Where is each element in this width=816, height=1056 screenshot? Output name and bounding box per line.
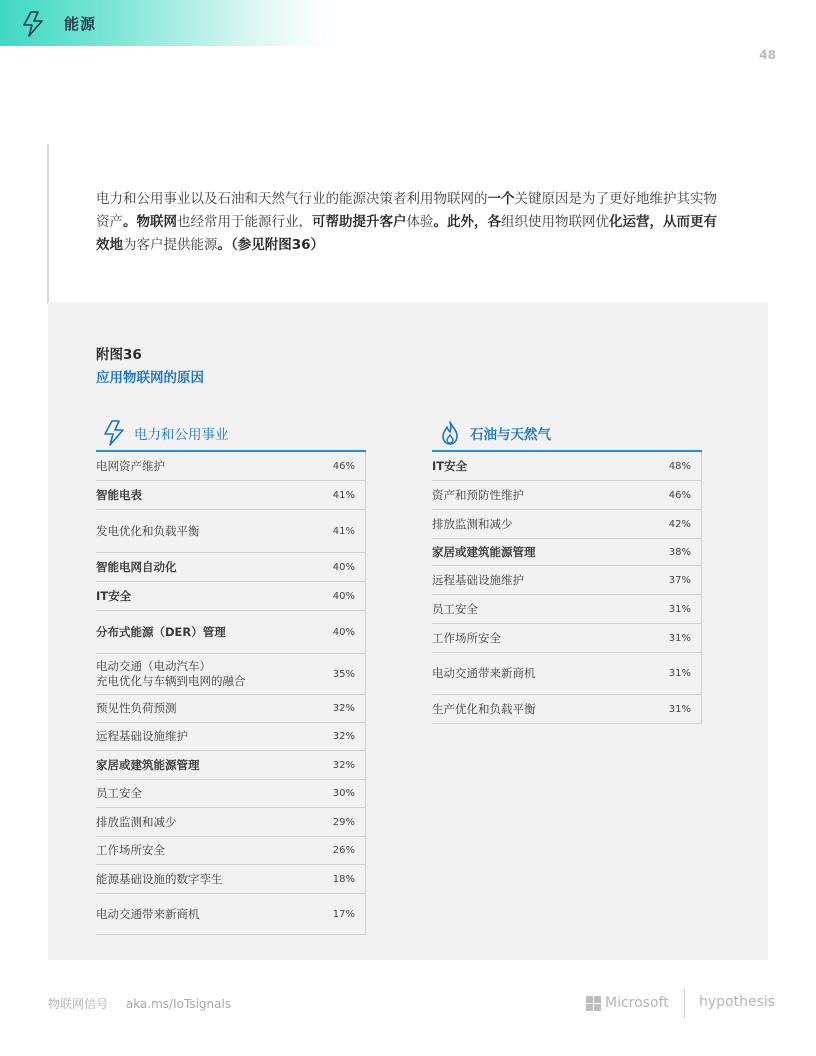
row-value: 38% [668, 546, 691, 558]
row-label: 分布式能源（DER）管理 [96, 624, 226, 639]
intro-segment: 体验 [406, 214, 434, 230]
row-value: 46% [332, 460, 355, 472]
left-rule [47, 144, 49, 304]
row-value: 48% [668, 460, 691, 472]
table-row [96, 865, 365, 894]
row-value: 31% [668, 603, 691, 615]
row-value: 31% [668, 703, 691, 715]
row-label: 智能电表 [96, 487, 142, 502]
row-label: 能源基础设施的数字孪生 [96, 871, 223, 886]
intro-segment: 也经常用于能源行业， [177, 214, 312, 230]
row-label: IT安全 [96, 588, 132, 603]
row-label: 发电优化和负载平衡 [96, 523, 200, 538]
table-row [96, 654, 365, 695]
table-row [96, 808, 365, 837]
row-value: 37% [668, 574, 691, 586]
row-label: 工作场所安全 [432, 630, 501, 645]
row-value: 32% [332, 703, 355, 714]
footer-source [48, 995, 231, 1012]
row-label: 排放监测和减少 [96, 814, 177, 829]
row-value: 41% [332, 489, 355, 501]
power-utilities-column [96, 416, 366, 935]
row-value: 40% [332, 590, 355, 602]
table-row [432, 695, 701, 724]
row-value: 31% [668, 632, 691, 644]
row-value: 46% [668, 489, 691, 501]
row-label: 资产和预防性维护 [432, 487, 524, 502]
table-row [96, 481, 365, 510]
row-label: 预见性负荷预测 [96, 701, 177, 715]
row-label: 家居或建筑能源管理 [432, 544, 536, 559]
table-row [96, 751, 365, 780]
row-value: 29% [332, 816, 355, 828]
row-value: 31% [668, 668, 691, 679]
microsoft-grid-icon [586, 996, 601, 1011]
table-row [432, 481, 701, 510]
row-label: 电动交通带来新商机 [432, 666, 536, 680]
table-row [96, 723, 365, 751]
row-label: 生产优化和负载平衡 [432, 701, 536, 716]
oil-gas-table [432, 452, 702, 724]
table-row [96, 582, 365, 611]
footer-label: 物联网信号 [48, 997, 109, 1011]
row-value: 35% [332, 668, 355, 680]
microsoft-wordmark: Microsoft [605, 995, 669, 1011]
table-row [432, 539, 701, 566]
figure-title: 应用物联网的原因 [96, 370, 204, 386]
row-value: 18% [332, 873, 355, 885]
intro-segment: 电力和公用事业以及石油和天然气行业的能源决策者利用物联网的 [96, 191, 488, 207]
row-label: 员工安全 [96, 786, 142, 800]
row-label: 远程基础设施维护 [432, 572, 524, 587]
row-value: 40% [332, 626, 355, 638]
row-value: 30% [332, 788, 355, 799]
oil-gas-column [432, 416, 702, 724]
intro-segment: 。（参见附图36） [217, 237, 325, 253]
intro-segment: 。物联网 [123, 214, 177, 230]
row-value: 32% [332, 759, 355, 771]
row-label: 电动交通带来新商机 [96, 906, 200, 921]
intro-segment: 可帮助提升客户 [312, 214, 407, 230]
row-label: 电动交通（电动汽车） 充电优化与车辆到电网的融合 [96, 659, 246, 688]
table-row [96, 837, 365, 865]
row-value: 17% [332, 908, 355, 920]
row-label: IT安全 [432, 458, 468, 473]
oil-gas-title: 石油与天然气 [470, 427, 551, 443]
row-value: 32% [332, 731, 355, 742]
power-utilities-title: 电力和公用事业 [134, 427, 229, 443]
table-row [432, 653, 701, 695]
row-label: 工作场所安全 [96, 843, 165, 857]
row-label: 排放监测和减少 [432, 516, 513, 531]
flame-icon [438, 419, 462, 447]
intro-segment: 。此外，各 [433, 214, 501, 230]
power-utilities-table [96, 452, 366, 935]
row-value: 26% [332, 845, 355, 856]
row-value: 40% [332, 561, 355, 573]
table-row [96, 553, 365, 582]
figure-number: 附图36 [96, 347, 142, 363]
row-label: 家居或建筑能源管理 [96, 757, 200, 772]
footer-divider [684, 988, 685, 1018]
intro-segment: 为客户提供能源 [123, 237, 218, 253]
table-row [96, 695, 365, 723]
hypothesis-wordmark: hypothesis [699, 994, 776, 1010]
intro-segment: 一个 [487, 191, 515, 207]
table-row [96, 780, 365, 808]
table-row [432, 566, 701, 595]
row-label: 电网资产维护 [96, 458, 165, 473]
section-title: 能源 [64, 15, 97, 33]
table-row [432, 510, 701, 539]
intro-segment: 关键原因是为了更好地维护其实物资产 [96, 191, 717, 230]
table-row [96, 894, 365, 935]
table-row [432, 624, 701, 653]
intro-paragraph [96, 188, 726, 257]
power-utilities-header [96, 416, 366, 452]
row-value: 41% [332, 525, 355, 537]
microsoft-logo [586, 995, 669, 1011]
table-row [96, 611, 365, 654]
header-band [0, 0, 330, 46]
table-row [96, 452, 365, 481]
table-row [432, 452, 701, 481]
table-row [432, 595, 701, 624]
footer-url[interactable]: aka.ms/IoTsignals [125, 997, 232, 1011]
table-row [96, 510, 365, 553]
row-value: 42% [668, 518, 691, 530]
row-label: 远程基础设施维护 [96, 729, 188, 743]
intro-segment: 化运营，从而更有效地 [96, 214, 717, 253]
page-number: 48 [759, 48, 776, 62]
lightning-icon [20, 10, 46, 38]
row-label: 智能电网自动化 [96, 559, 177, 574]
intro-segment: 组织使用物联网优 [501, 214, 609, 230]
oil-gas-header [432, 416, 702, 452]
lightning-icon [102, 419, 126, 447]
row-label: 员工安全 [432, 601, 478, 616]
